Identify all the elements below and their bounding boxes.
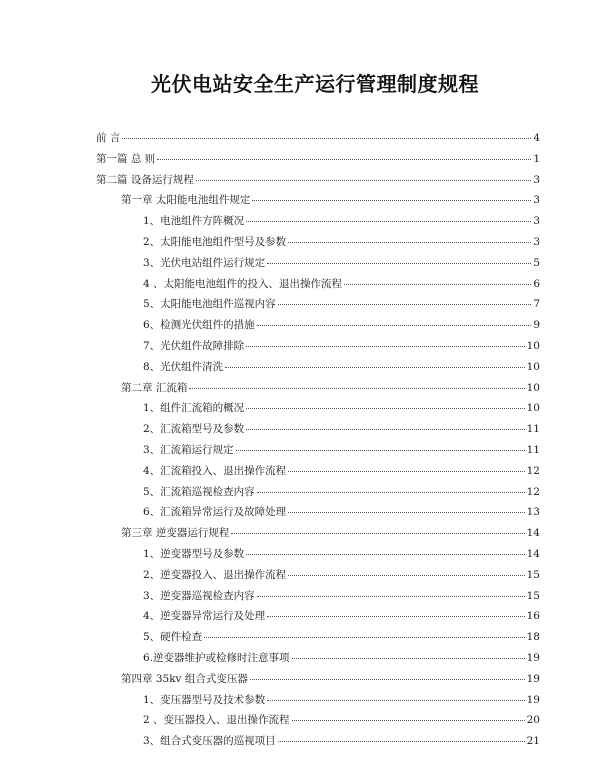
toc-entry-page-number: 3: [533, 194, 540, 207]
toc-dot-leader: [288, 575, 524, 576]
toc-dot-leader: [122, 138, 531, 139]
toc-dot-leader: [278, 741, 525, 742]
toc-entry-label: 5、硬件检查: [143, 631, 203, 644]
toc-entry[interactable]: [121, 192, 540, 208]
toc-entry-label: 4、逆变器异常运行及处理: [143, 610, 266, 623]
toc-dot-leader: [246, 408, 524, 409]
toc-entry-label: 第二篇 设备运行规程: [96, 173, 194, 186]
toc-dot-leader: [267, 700, 524, 701]
toc-entry-label: 第一篇 总 则: [96, 152, 156, 165]
toc-entry-label: 1、电池组件方阵概况: [143, 215, 245, 228]
toc-dot-leader: [257, 492, 525, 493]
toc-entry-page-number: 10: [526, 402, 540, 415]
toc-entry[interactable]: [143, 276, 540, 292]
toc-dot-leader: [278, 304, 532, 305]
toc-entry[interactable]: [143, 255, 540, 271]
toc-entry-page-number: 11: [526, 423, 540, 436]
toc-entry-label: 第四章 35kv 组合式变压器: [121, 672, 248, 685]
toc-dot-leader: [292, 658, 525, 659]
toc-dot-leader: [225, 367, 524, 368]
toc-entry[interactable]: [121, 380, 540, 396]
toc-entry-label: 第二章 汇流箱: [121, 381, 188, 394]
toc-entry-label: 6、汇流箱异常运行及故障处理: [143, 506, 287, 519]
toc-dot-leader: [267, 263, 531, 264]
toc-entry[interactable]: [143, 338, 540, 354]
toc-entry[interactable]: [143, 712, 540, 728]
toc-entry-page-number: 12: [526, 464, 540, 477]
toc-entry[interactable]: [96, 151, 540, 167]
toc-entry[interactable]: [121, 525, 540, 541]
toc-entry-page-number: 5: [533, 256, 540, 269]
toc-entry-label: 1、组件汇流箱的概况: [143, 402, 245, 415]
toc-entry-label: 2、逆变器投入、退出操作流程: [143, 568, 287, 581]
toc-entry-page-number: 7: [533, 298, 540, 311]
toc-entry-page-number: 14: [526, 548, 540, 560]
toc-entry[interactable]: [143, 234, 540, 250]
toc-entry[interactable]: [96, 172, 540, 188]
toc-dot-leader: [246, 554, 524, 555]
toc-entry-page-number: 3: [533, 173, 540, 186]
toc-entry-label: 5、太阳能电池组件巡视内容: [143, 298, 276, 311]
toc-entry-page-number: 1: [533, 152, 540, 165]
toc-dot-leader: [288, 471, 524, 472]
toc-entry-page-number: 13: [526, 506, 540, 519]
toc-entry[interactable]: [143, 421, 540, 437]
toc-entry-page-number: 16: [526, 610, 540, 623]
toc-entry[interactable]: [143, 463, 540, 479]
toc-entry-page-number: 4: [533, 132, 540, 144]
toc-entry-label: 第三章 逆变器运行规程: [121, 527, 230, 540]
toc-entry[interactable]: [143, 588, 540, 604]
toc-dot-leader: [344, 284, 531, 285]
toc-entry-label: 5、汇流箱巡视检查内容: [143, 485, 255, 498]
toc-dot-leader: [288, 242, 531, 243]
toc-entry[interactable]: [143, 213, 540, 229]
toc-dot-leader: [257, 325, 532, 326]
toc-entry-page-number: 20: [526, 714, 540, 727]
toc-entry[interactable]: [143, 484, 540, 500]
toc-entry[interactable]: [96, 130, 540, 146]
toc-entry-page-number: 14: [526, 527, 540, 540]
toc-entry[interactable]: [143, 629, 540, 645]
toc-entry[interactable]: [143, 733, 540, 749]
toc-entry[interactable]: [143, 567, 540, 583]
toc-entry-page-number: 15: [526, 589, 540, 602]
toc-entry-page-number: 19: [526, 693, 540, 706]
toc-entry-page-number: 10: [526, 340, 540, 352]
toc-dot-leader: [246, 346, 524, 347]
toc-entry[interactable]: [143, 400, 540, 416]
toc-entry[interactable]: [143, 692, 540, 708]
toc-dot-leader: [246, 221, 531, 222]
toc-entry-label: 2、汇流箱型号及参数: [143, 423, 245, 436]
toc-entry-label: 3、光伏电站组件运行规定: [143, 256, 266, 269]
toc-entry-page-number: 15: [526, 568, 540, 581]
toc-entry-label: 3、逆变器巡视检查内容: [143, 589, 255, 602]
toc-entry-label: 1、逆变器型号及参数: [143, 548, 245, 560]
toc-entry-label: 6、检测光伏组件的措施: [143, 319, 255, 332]
toc-entry-page-number: 21: [526, 735, 540, 748]
toc-entry-label: 7、光伏组件故障排除: [143, 340, 245, 352]
toc-dot-leader: [189, 388, 524, 389]
toc-entry-page-number: 10: [526, 381, 540, 394]
toc-entry-page-number: 19: [526, 652, 540, 664]
toc-dot-leader: [231, 533, 524, 534]
toc-entry[interactable]: [143, 359, 540, 375]
toc-dot-leader: [257, 596, 525, 597]
toc-dot-leader: [204, 637, 524, 638]
toc-entry-label: 4 、太阳能电池组件的投入、退出操作流程: [143, 277, 343, 290]
toc-entry[interactable]: [143, 296, 540, 312]
toc-entry-label: 1、变压器型号及技术参数: [143, 693, 266, 706]
toc-entry-label: 8、光伏组件清洗: [143, 360, 224, 373]
toc-dot-leader: [288, 512, 524, 513]
toc-entry[interactable]: [121, 671, 540, 687]
toc-dot-leader: [157, 159, 531, 160]
document-title: 光伏电站安全生产运行管理制度规程: [151, 72, 479, 96]
toc-entry-page-number: 3: [533, 236, 540, 248]
toc-entry[interactable]: [143, 317, 540, 333]
toc-entry-page-number: 10: [526, 360, 540, 373]
toc-dot-leader: [252, 200, 531, 201]
toc-entry[interactable]: [143, 546, 540, 562]
toc-entry-label: 6.逆变器维护或检修时注意事项: [143, 652, 290, 664]
toc-entry-page-number: 12: [526, 485, 540, 498]
toc-entry[interactable]: [143, 442, 540, 458]
toc-entry[interactable]: [143, 650, 540, 666]
toc-dot-leader: [292, 720, 525, 721]
toc-entry-page-number: 11: [526, 444, 540, 456]
toc-entry-label: 2 、变压器投入、退出操作流程: [143, 714, 290, 727]
toc-dot-leader: [196, 180, 531, 181]
toc-entry-label: 第一章 太阳能电池组件规定: [121, 194, 251, 207]
toc-entry-page-number: 3: [533, 215, 540, 228]
toc-entry[interactable]: [143, 608, 540, 624]
toc-dot-leader: [250, 679, 525, 680]
toc-entry-page-number: 6: [533, 277, 540, 290]
toc-dot-leader: [267, 616, 524, 617]
toc-dot-leader: [246, 429, 524, 430]
toc-entry-page-number: 9: [533, 319, 540, 332]
toc-dot-leader: [236, 450, 525, 451]
toc-entry-page-number: 19: [526, 672, 540, 685]
toc-entry[interactable]: [143, 504, 540, 520]
toc-entry-label: 3、汇流箱运行规定: [143, 444, 234, 456]
toc-entry-label: 前 言: [96, 132, 121, 144]
toc-entry-label: 3、组合式变压器的巡视项目: [143, 735, 276, 748]
toc-entry-label: 4、汇流箱投入、退出操作流程: [143, 464, 287, 477]
toc-entry-label: 2、太阳能电池组件型号及参数: [143, 236, 287, 248]
toc-entry-page-number: 18: [526, 631, 540, 644]
